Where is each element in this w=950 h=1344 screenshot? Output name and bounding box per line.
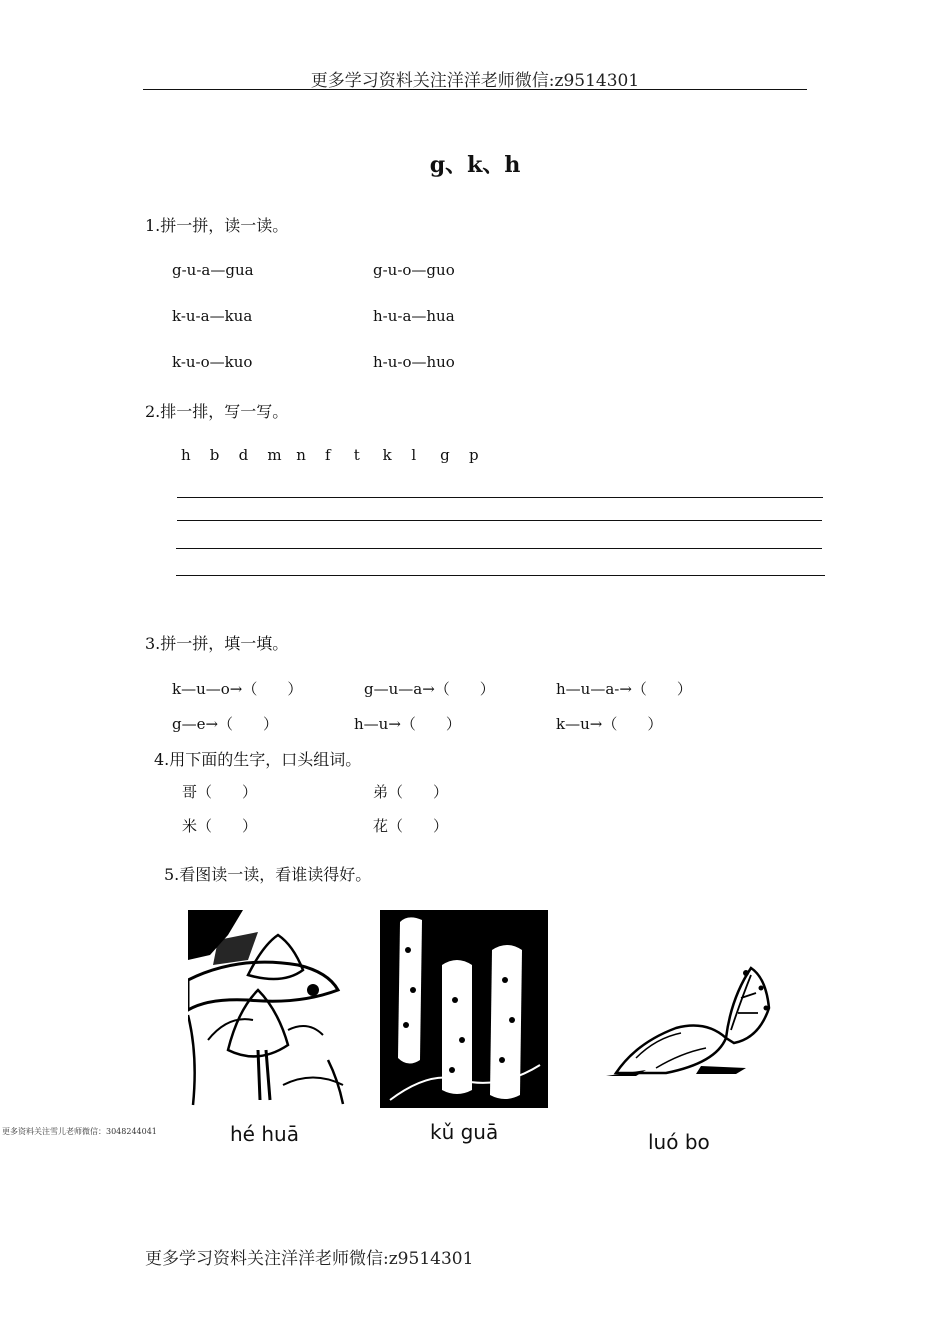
pinyin-item: h-u-o—huo xyxy=(373,353,455,371)
word-item: 花（ ） xyxy=(373,817,449,835)
pinyin-item: k-u-o—kuo xyxy=(172,353,253,371)
fill-item: g—u—a→（ ） xyxy=(364,680,495,698)
fill-item: h—u—a-→（ ） xyxy=(556,680,692,698)
letter: g xyxy=(440,446,450,464)
pinyin-item: h-u-a—hua xyxy=(373,307,455,325)
word-item: 米（ ） xyxy=(182,817,258,835)
word-item: 弟（ ） xyxy=(373,783,449,801)
word-item: 哥（ ） xyxy=(182,783,258,801)
section3-heading: 3.拼一拼，填一填。 xyxy=(145,634,289,653)
letter: h xyxy=(181,446,191,464)
letter: p xyxy=(468,446,479,464)
bitter-melon-illustration xyxy=(380,910,548,1108)
letter-list xyxy=(181,446,498,464)
page-title: g、k、h xyxy=(429,152,521,178)
caption-bitter-melon: kǔ guā xyxy=(430,1120,499,1144)
writing-line[interactable] xyxy=(176,548,822,549)
section1-heading: 1.拼一拼，读一读。 xyxy=(145,216,289,235)
letter: d xyxy=(238,446,249,464)
caption-lotus: hé huā xyxy=(230,1122,299,1146)
letter: f xyxy=(324,446,331,464)
writing-line[interactable] xyxy=(177,520,822,521)
letter: b xyxy=(209,446,220,464)
side-note: 更多资料关注雪儿老师微信：3048244041 xyxy=(2,1127,157,1136)
writing-line[interactable] xyxy=(177,497,823,498)
fill-item: h—u→（ ） xyxy=(354,715,461,733)
section5-heading: 5.看图读一读，看谁读得好。 xyxy=(164,865,372,884)
page-footer: 更多学习资料关注洋洋老师微信:z9514301 xyxy=(145,1249,474,1269)
fill-item: k—u—o→（ ） xyxy=(172,680,303,698)
header-divider xyxy=(143,89,807,90)
section2-heading: 2.排一排，写一写。 xyxy=(145,402,289,421)
radish-illustration xyxy=(606,958,772,1078)
pinyin-item: k-u-a—kua xyxy=(172,307,253,325)
writing-line[interactable] xyxy=(176,575,825,576)
fill-item: g—e→（ ） xyxy=(172,715,279,733)
page-header: 更多学习资料关注洋洋老师微信:z9514301 xyxy=(310,71,640,91)
letter: m xyxy=(267,446,282,464)
pinyin-item: g-u-a—gua xyxy=(172,261,254,279)
letter: l xyxy=(411,446,417,464)
letter: k xyxy=(382,446,392,464)
letter: t xyxy=(353,446,360,464)
letter: n xyxy=(296,446,306,464)
pinyin-item: g-u-o—guo xyxy=(373,261,455,279)
caption-radish: luó bo xyxy=(648,1130,710,1154)
fill-item: k—u→（ ） xyxy=(556,715,663,733)
section4-heading: 4.用下面的生字，口头组词。 xyxy=(154,750,362,769)
lotus-illustration xyxy=(188,910,348,1106)
